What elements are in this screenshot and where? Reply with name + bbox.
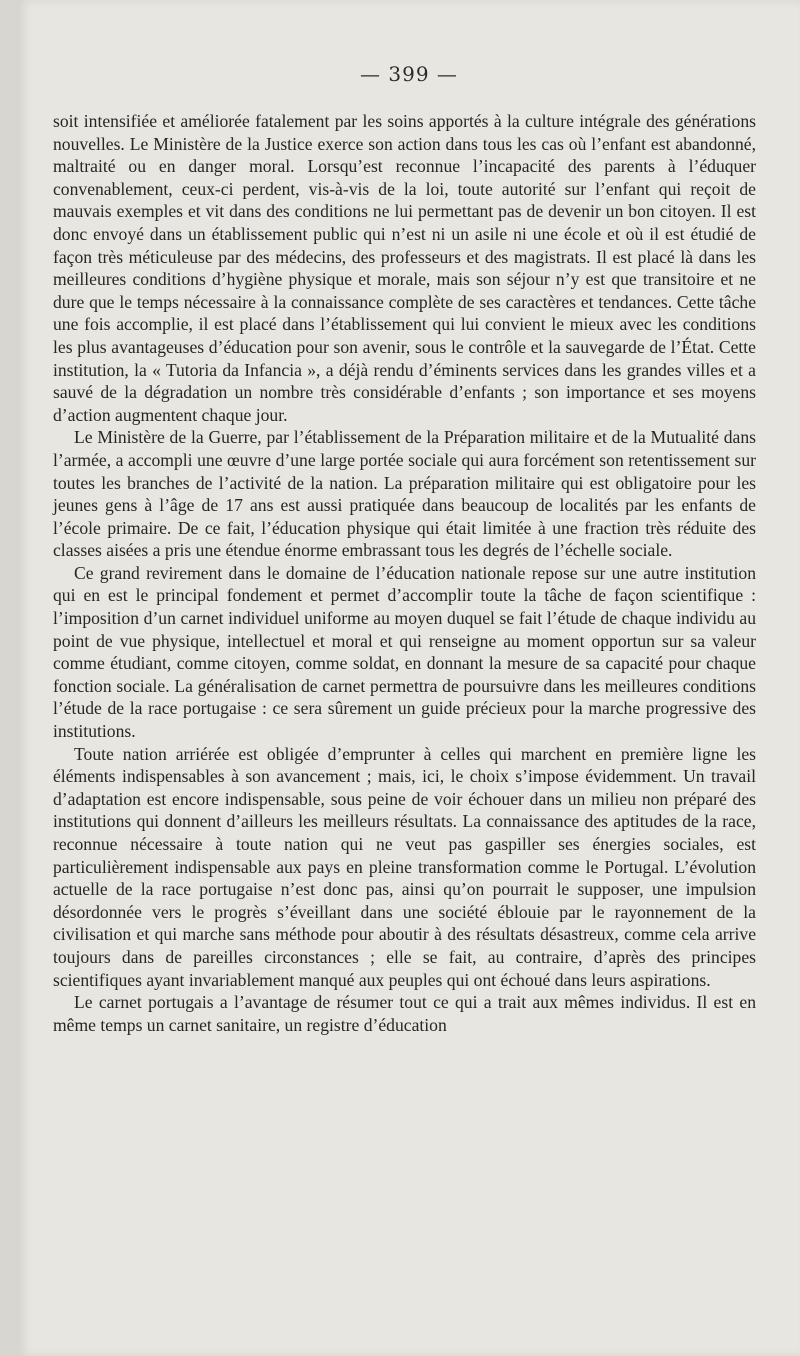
book-page bbox=[18, 0, 800, 1356]
paragraph-2: Le Ministère de la Guerre, par l’établissement de la Préparation militaire et de la Mutualité dans l’armée, a accompli une œuvre d’une large portée sociale qui aura forcément son retentissement sur toutes les branches de l’activité de la nation. La préparation militaire qui est obligatoire pour les jeunes gens à l’âge de 17 ans est aussi pratiquée dans beaucoup de localités par les enfants de l’école primaire. De ce fait, l’éducation physique qui était limitée à une fraction très réduite des classes aisées a pris une étendue énorme embrassant tous les degrés de l’échelle sociale. bbox=[53, 427, 756, 561]
paragraph-4: Toute nation arriérée est obligée d’emprunter à celles qui marchent en première ligne les éléments indispensables à son avancement ; mais, ici, le choix s’impose évidemment. Un travail d’adaptation est encore indispensable, sous peine de voir échouer dans un milieu non préparé des institutions qui donnent d’ailleurs les meilleurs résultats. La connaissance des aptitudes de la race, reconnue nécessaire à toute nation qui ne veut pas gaspiller ses énergies sociales, est particulièrement indispensable aux pays en pleine transformation comme le Portugal. L’évolution actuelle de la race portugaise n’est donc pas, ainsi qu’on pourrait le supposer, une impulsion désordonnée vers le progrès s’éveillant dans une société éblouie par le rayonnement de la civilisation et qui marche sans méthode pour aboutir à des résultats désastreux, comme cela arrive toujours dans de pareilles circonstances ; elle se fait, au contraire, d’après des principes scientifiques ayant invariablement manqué aux peuples qui ont échoué dans leurs aspirations. bbox=[53, 743, 756, 990]
page-number: — 399 — bbox=[360, 62, 458, 86]
body-text bbox=[53, 110, 756, 1036]
paragraph-1: soit intensifiée et améliorée fatalement par les soins apportés à la culture intégrale des générations nouvelles. Le Ministère de la Justice exerce son action dans tous les cas où l’enfant est abandonné, maltraité ou en danger moral. Lorsqu’est reconnue l’incapacité des parents à l’éduquer convenablement, ceux-ci perdent, vis-à-vis de la loi, toute autorité sur l’enfant qui reçoit de mauvais exemples et vit dans des conditions ne lui permettant pas de devenir un bon citoyen. Il est donc envoyé dans un établissement public qui n’est ni un asile ni une école et où il est étudié de façon très méticuleuse par des médecins, des professeurs et des magistrats. Il est placé là dans les meilleures conditions d’hygiène physique et morale, mais son séjour n’y est que transitoire et ne dure que le temps nécessaire à la connaissance complète de ses caractères et tendances. Cette tâche une fois accomplie, il est placé dans l’établissement qui lui convient le mieux avec les conditions les plus avantageuses d’éducation pour son avenir, sous le contrôle et la sauvegarde de l’État. Cette institution, la « Tutoria da Infancia », a déjà rendu d’éminents services dans les grandes villes et a sauvé de la dégradation un nombre très considérable d’enfants ; son importance et ses moyens d’action augmentent chaque jour. bbox=[53, 111, 756, 425]
paragraph-3: Ce grand revirement dans le domaine de l’éducation nationale repose sur une autre institution qui en est le principal fondement et permet d’accomplir toute la tâche de façon scientifique : l’imposition d’un carnet individuel uniforme au moyen duquel se fait l’étude de chaque individu au point de vue physique, intellectuel et moral et qui renseigne au moment opportun sur sa valeur comme étudiant, comme citoyen, comme soldat, en donnant la mesure de sa capacité pour chaque fonction sociale. La généralisation de carnet permettra de poursuivre dans les meilleures conditions l’étude de la race portugaise : ce sera sûrement un guide précieux pour la marche progressive des institutions. bbox=[53, 562, 756, 742]
paragraph-5: Le carnet portugais a l’avantage de résumer tout ce qui a trait aux mêmes individus. Il est en même temps un carnet sanitaire, un registre d’éducation bbox=[53, 992, 756, 1035]
